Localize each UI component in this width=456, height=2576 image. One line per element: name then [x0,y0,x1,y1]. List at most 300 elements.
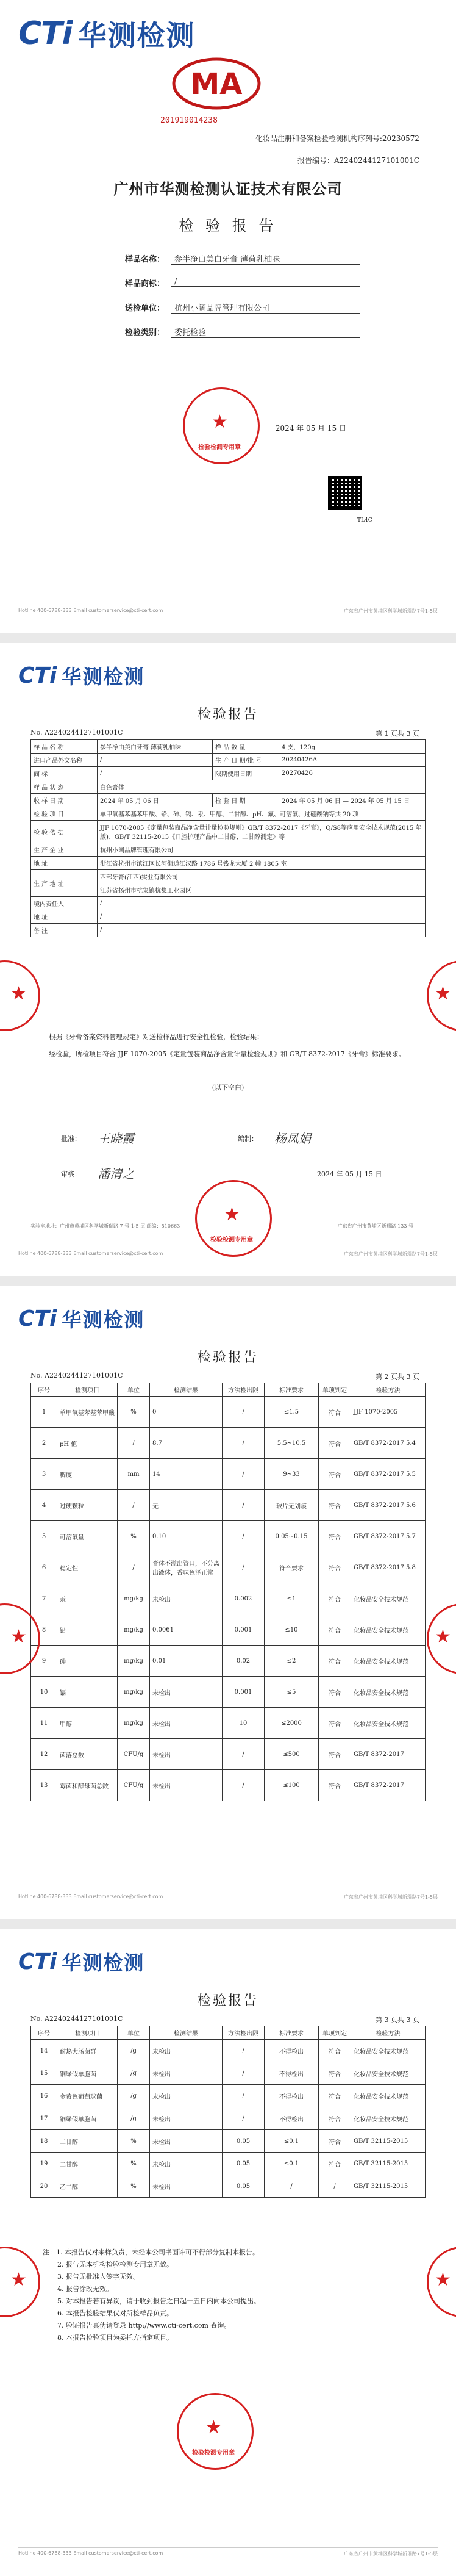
field-value: 委托检验 [171,326,360,338]
report-page-1 [0,643,456,1276]
official-seal [195,1180,272,1257]
table-row [31,2107,426,2130]
table-cell: 0.05 [223,2130,265,2153]
results-table [30,2026,426,2198]
table-cell: 4 支，120g [279,740,426,754]
cma-mark-icon [171,56,262,111]
reviewer-signature: 潘清之 [98,1167,134,1181]
conclusion-intro: 根据《牙膏备案资料管理规定》对送检样品进行安全性检验，检验结果： [49,1033,263,1041]
seal-star-icon: ★ [205,2417,222,2438]
table-cell: /g [118,2085,150,2107]
table-cell: 浙江省杭州市滨江区长河街道江汉路 1786 号钱龙大厦 2 幢 1805 室 [98,857,426,870]
approver-signature: 王晓霞 [98,1131,134,1146]
table-row [31,857,426,870]
table-cell: 0.02 [223,1646,265,1677]
field-label: 送检单位： [124,304,165,313]
table-row [31,780,426,794]
table-row [31,1677,426,1708]
cti-logo [18,13,195,54]
seal-star-icon: ★ [10,2269,27,2290]
table-cell: 杭州小阔品牌管理有限公司 [98,843,426,857]
seal-star-icon: ★ [435,983,451,1004]
table-cell: / [98,897,426,910]
table-row [31,1646,426,1677]
table-cell: 符合 [319,2153,351,2175]
seal-star-icon: ★ [10,983,27,1004]
page-title: 检验报告 [197,707,258,722]
table-cell: GB/T 8372-2017 5.6 [351,1490,426,1521]
table-cell: GB/T 8372-2017 [351,1770,426,1801]
table-cell: 符合要求 [265,1552,319,1583]
table-cell: / [98,910,426,924]
cover-field-category [98,326,360,343]
cti-logo [18,661,144,689]
table-row [31,1583,426,1614]
table-cell: 乙二醇 [57,2175,118,2198]
table-cell: 生 产 地 址 [31,870,98,897]
footer-address: 广东省广州市黄埔区科学城新瑞路7号1-5层 [343,1894,438,1900]
table-cell: /g [118,2040,150,2062]
table-cell: 耐热大肠菌群 [57,2040,118,2062]
table-cell: / [223,1397,265,1428]
seal-star-icon: ★ [435,2269,451,2290]
table-header-cell: 单位 [118,1383,150,1397]
field-value: / [171,277,360,287]
table-row [31,1770,426,1801]
table-cell: 检 验 日 期 [213,794,279,807]
table-row [31,2085,426,2107]
table-cell: 符合 [319,1583,351,1614]
table-cell: 9 [31,1646,57,1677]
page-info: 第 2 页共 3 页 [376,1373,419,1381]
page-footer [18,605,438,622]
table-cell: 16 [31,2085,57,2107]
cma-number: 201919014238 [160,116,218,125]
table-row [31,1397,426,1428]
footer-address: 广东省广州市黄埔区科学城新瑞路7号1-5层 [343,2551,438,2556]
lab-address-right: 广东省广州市黄埔区新瑞路 133 号 [337,1223,413,1229]
report-number-label: 报告编号： [297,156,334,165]
table-cell: 0.05~0.15 [265,1521,319,1552]
table-cell: 0.05 [223,2175,265,2198]
table-cell: 13 [31,1770,57,1801]
table-cell: mg/kg [118,1677,150,1708]
table-cell: ≤10 [265,1614,319,1646]
note-line: 2. 报告无本机构检验检测专用章无效。 [57,2261,173,2268]
table-row [31,1708,426,1739]
table-cell: 9~33 [265,1459,319,1490]
page-edge-seal [0,960,40,1031]
cti-logo-cn: 华测检测 [62,1951,145,1974]
table-row [31,1459,426,1490]
cover-field-sample-name [98,253,360,270]
cti-logo-text: CTi [18,663,57,688]
report-number [297,155,419,165]
note-line: 7. 验证报告真伪请登录 http://www.cti-cert.com 查询。 [57,2322,231,2330]
table-cell: 境内责任人 [31,897,98,910]
cma-text: MA [190,67,243,101]
table-cell: GB/T 8372-2017 5.4 [351,1428,426,1459]
table-cell: 检 验 项 目 [31,807,98,821]
table-cell: 0.001 [223,1677,265,1708]
table-cell: 化妆品安全技术规范 [351,2062,426,2085]
table-row [31,1490,426,1521]
page-footer [18,1891,438,1909]
report-number: No. A2240244127101001C [30,2015,123,2023]
footer-hotline: Hotline 400-6788-333 Email customerservice@cti-cert.com [18,1894,163,1899]
seal-text: 检验检测专用章 [198,444,241,451]
table-cell: 18 [31,2130,57,2153]
table-cell: 20270426 [279,767,426,780]
table-cell: 镉 [57,1677,118,1708]
seal-star-icon: ★ [224,1204,240,1225]
table-cell: 未检出 [150,2107,223,2130]
table-cell: / [223,1521,265,1552]
table-cell: 未检出 [150,1739,223,1770]
table-cell: 符合 [319,2107,351,2130]
table-cell: / [319,2175,351,2198]
table-cell: GB/T 8372-2017 5.7 [351,1521,426,1552]
table-cell: / [118,1428,150,1459]
footer-hotline: Hotline 400-6788-333 Email customerservice@cti-cert.com [18,608,163,613]
table-row [31,740,426,754]
table-cell: 无 [150,1490,223,1521]
table-cell: 未检出 [150,2175,223,2198]
table-cell: 14 [31,2040,57,2062]
table-cell: ≤1.5 [265,1397,319,1428]
footer-address: 广东省广州市黄埔区科学城新瑞路7号1-5层 [343,608,438,614]
table-cell: 符合 [319,1521,351,1552]
table-cell: 未检出 [150,2085,223,2107]
field-label: 检验类别： [124,328,165,337]
table-cell: / [223,2107,265,2130]
report-page-2 [0,1286,456,1919]
table-header-cell: 检测结果 [150,1383,223,1397]
table-cell: 不得检出 [265,2040,319,2062]
page-edge-seal [0,2247,40,2317]
table-cell: 可溶氟量 [57,1521,118,1552]
table-cell: ≤1 [265,1583,319,1614]
table-cell: 未检出 [150,2062,223,2085]
author-label: 编制： [238,1135,258,1143]
results-table [30,1383,426,1801]
table-cell: 符合 [319,1552,351,1583]
table-cell: 化妆品安全技术规范 [351,1708,426,1739]
table-cell: 江苏省扬州市杭集镇杭集工业园区 [98,883,426,897]
cma-line: 化妆品注册和备案检验检测机构序列号:20230572 [255,134,419,143]
table-cell: 12 [31,1739,57,1770]
table-cell: 未检出 [150,2040,223,2062]
field-label: 样品名称： [124,255,165,264]
table-row [31,2153,426,2175]
table-header-cell: 方法检出限 [223,1383,265,1397]
seal-star-icon: ★ [435,1626,451,1647]
table-cell: 符合 [319,1490,351,1521]
table-cell: 检 验 依 据 [31,821,98,843]
cover-field-trademark [98,277,360,294]
table-header-cell: 检测项目 [57,1383,118,1397]
table-row [31,767,426,780]
table-cell: 符合 [319,1614,351,1646]
table-cell: / [223,2085,265,2107]
table-cell: 地 址 [31,910,98,924]
table-cell: ≤0.1 [265,2130,319,2153]
table-cell: 备 注 [31,924,98,937]
note-line: 4. 报告涂改无效。 [57,2285,113,2293]
table-cell: 20 [31,2175,57,2198]
table-cell: 2 [31,1428,57,1459]
table-cell: % [118,2175,150,2198]
table-row [31,910,426,924]
table-row [31,1428,426,1459]
table-cell: % [118,2153,150,2175]
note-line: 3. 报告无批准人签字无效。 [57,2273,140,2281]
note-line: 5. 对本报告若有异议，请于收到报告之日起十五日内向本公司提出。 [57,2297,260,2305]
table-header-row [31,1383,426,1397]
table-header-cell: 检验方法 [351,2026,426,2040]
table-cell: 铜绿假单胞菌 [57,2107,118,2130]
table-cell: 1 [31,1397,57,1428]
table-cell: mg/kg [118,1646,150,1677]
footer-hotline: Hotline 400-6788-333 Email customerservice@cti-cert.com [18,2550,163,2556]
table-cell: 19 [31,2153,57,2175]
table-cell: % [118,1521,150,1552]
table-row [31,924,426,937]
table-row [31,1521,426,1552]
page-edge-seal [427,960,456,1031]
cti-logo-text: CTi [18,15,73,52]
table-cell: GB/T 32115-2015 [351,2130,426,2153]
table-cell: /g [118,2062,150,2085]
field-value: 参半净由美白牙膏 薄荷乳柚味 [171,253,360,265]
table-cell: 0.05 [223,2153,265,2175]
table-cell: 不得检出 [265,2107,319,2130]
table-row [31,897,426,910]
author-signature: 杨凤娟 [274,1131,311,1146]
page-info: 第 3 页共 3 页 [376,2016,419,2024]
table-cell: 甲醇 [57,1708,118,1739]
table-header-cell: 方法检出限 [223,2026,265,2040]
table-cell: / [223,2040,265,2062]
table-row [31,807,426,821]
table-cell: 未检出 [150,2153,223,2175]
qr-code-icon [328,476,362,510]
note-line: 注：1. 本报告仅对来样负责，未经本公司书面许可不得部分复制本报告。 [43,2248,259,2256]
table-cell: 符合 [319,2085,351,2107]
report-number: No. A2240244127101001C [30,1372,123,1380]
table-cell: / [223,1739,265,1770]
table-cell: 稳定性 [57,1552,118,1583]
table-cell: 收 样 日 期 [31,794,98,807]
cti-logo [18,1948,144,1976]
table-cell: 14 [150,1459,223,1490]
table-cell: / [98,924,426,937]
table-cell: 符合 [319,1428,351,1459]
table-cell: 生 产 企 业 [31,843,98,857]
table-cell: 化妆品安全技术规范 [351,1677,426,1708]
cti-logo-cn: 华测检测 [78,19,196,52]
cti-logo-cn: 华测检测 [62,1308,145,1331]
table-cell: 未检出 [150,1770,223,1801]
table-cell: 11 [31,1708,57,1739]
table-cell: 过硬颗粒 [57,1490,118,1521]
table-cell: 4 [31,1490,57,1521]
table-cell: 不得检出 [265,2062,319,2085]
table-cell: 西部牙膏(江西)实业有限公司 [98,870,426,883]
table-cell: 符合 [319,1770,351,1801]
report-number-value: A2240244127101001C [333,156,419,165]
table-cell: 霉菌和酵母菌总数 [57,1770,118,1801]
report-cover-page [0,0,456,633]
table-cell: 二甘醇 [57,2130,118,2153]
table-cell: % [118,2130,150,2153]
report-title: 检 验 报 告 [179,217,277,234]
table-cell: % [118,1397,150,1428]
table-cell: 10 [223,1708,265,1739]
table-cell: 未检出 [150,1677,223,1708]
table-row [31,754,426,767]
table-cell: 6 [31,1552,57,1583]
approver-label: 批准： [61,1135,81,1143]
blank-below-marker: (以下空白) [212,1084,244,1092]
table-cell: ≤500 [265,1739,319,1770]
table-cell: 0.002 [223,1583,265,1614]
field-value: 杭州小阔品牌管理有限公司 [171,301,360,314]
table-row [31,2175,426,2198]
field-label: 样品商标： [124,279,165,289]
table-cell: 限期使用日期 [213,767,279,780]
table-cell: mm [118,1459,150,1490]
page-title: 检验报告 [197,1993,258,2009]
table-cell: 单甲氧基苯基苯甲酸、铅、砷、镉、汞、甲醇、二甘醇、pH、氟、可溶氟、过硼酸钠等共 20 项 [98,807,426,821]
conclusion-text: 经检验，所检项目符合 JJF 1070-2005《定量包装商品净含量计量检验规则》和 GB/T 8372-2017《牙膏》标准要求。 [49,1050,405,1058]
table-cell: 样 品 名 称 [31,740,98,754]
table-cell: / [223,1428,265,1459]
table-header-cell: 检验方法 [351,1383,426,1397]
note-line: 6. 本报告检验结果仅对所检样品负责。 [57,2309,173,2317]
cti-logo-text: CTi [18,1949,57,1974]
table-cell: 0 [150,1397,223,1428]
table-cell: / [223,1490,265,1521]
table-row [31,794,426,807]
table-cell: 15 [31,2062,57,2085]
table-row [31,821,426,843]
table-cell: 2024 年 05 月 06 日 — 2024 年 05 月 15 日 [279,794,426,807]
table-cell: / [118,1552,150,1583]
organization-title: 广州市华测检测认证技术有限公司 [113,181,343,198]
table-cell: 化妆品安全技术规范 [351,1583,426,1614]
table-row [31,2130,426,2153]
table-row [31,2062,426,2085]
table-cell: 化妆品安全技术规范 [351,2085,426,2107]
table-cell: 2024 年 05 月 06 日 [98,794,213,807]
table-cell: 稠度 [57,1459,118,1490]
table-cell: 7 [31,1583,57,1614]
table-cell: 菌落总数 [57,1739,118,1770]
table-header-cell: 序号 [31,1383,57,1397]
seal-text: 检验检测专用章 [192,2450,235,2456]
table-row [31,1614,426,1646]
table-cell: 符合 [319,1397,351,1428]
table-cell: 8 [31,1614,57,1646]
table-cell: 白色膏体 [98,780,426,794]
table-cell: mg/kg [118,1583,150,1614]
table-header-cell: 标准要求 [265,2026,319,2040]
table-cell: 汞 [57,1583,118,1614]
table-cell: 样 品 状 态 [31,780,98,794]
table-row [31,870,426,883]
table-cell: 20240426A [279,754,426,767]
table-cell: 0.0061 [150,1614,223,1646]
table-cell: mg/kg [118,1708,150,1739]
table-cell: 化妆品安全技术规范 [351,2040,426,2062]
table-cell: / [223,2062,265,2085]
table-header-cell: 标准要求 [265,1383,319,1397]
table-cell: 化妆品安全技术规范 [351,1646,426,1677]
page-edge-seal [427,2247,456,2317]
table-cell: 二甘醇 [57,2153,118,2175]
table-cell: 符合 [319,1739,351,1770]
table-cell: 符合 [319,1459,351,1490]
table-cell: JJF 1070-2005《定量包装商品净含量计量检验规则》GB/T 8372-2017《牙膏》，Q/S8等应用安全技术规范(2015 年版)、GB/T 32115-2015《口腔护理产品中二甘醇、二甘醇测定》等 [98,821,426,843]
cover-date: 2024 年 05 月 15 日 [275,424,346,433]
table-cell: 符合 [319,2040,351,2062]
table-cell: 金黄色葡萄球菌 [57,2085,118,2107]
table-cell: 砷 [57,1646,118,1677]
table-cell: 0.001 [223,1614,265,1646]
table-cell: 不得检出 [265,2085,319,2107]
table-cell: 化妆品安全技术规范 [351,2107,426,2130]
table-cell: ≤2 [265,1646,319,1677]
sign-date: 2024 年 05 月 15 日 [317,1170,382,1178]
table-cell: ≤2000 [265,1708,319,1739]
table-cell: ≤0.1 [265,2153,319,2175]
table-cell: GB/T 32115-2015 [351,2153,426,2175]
table-header-cell: 检测结果 [150,2026,223,2040]
table-header-cell: 单项判定 [319,2026,351,2040]
page-info: 第 1 页共 3 页 [376,730,419,738]
table-cell: / [118,1490,150,1521]
table-cell: pH 值 [57,1428,118,1459]
table-cell: / [223,1552,265,1583]
page-footer [18,2547,438,2565]
page-title: 检验报告 [197,1350,258,1365]
seal-star-icon: ★ [212,411,228,433]
table-cell: 单甲氧基苯基苯甲酸 [57,1397,118,1428]
table-cell: / [223,1459,265,1490]
table-cell: /g [118,2107,150,2130]
table-cell: 3 [31,1459,57,1490]
table-cell: 5.5~10.5 [265,1428,319,1459]
table-cell: 符合 [319,1677,351,1708]
table-cell: 未检出 [150,2130,223,2153]
table-cell: ≤5 [265,1677,319,1708]
table-cell: 符合 [319,1708,351,1739]
table-cell: mg/kg [118,1614,150,1646]
table-cell: CFU/g [118,1770,150,1801]
report-notes [43,2247,421,2344]
table-header-cell: 检测项目 [57,2026,118,2040]
table-cell: 铜绿假单胞菌 [57,2062,118,2085]
seal-star-icon: ★ [10,1626,27,1647]
cti-logo-cn: 华测检测 [62,665,145,688]
table-cell: 未检出 [150,1583,223,1614]
note-line: 8. 本报告检验项目为委托方指定项目。 [57,2334,173,2342]
table-cell: GB/T 8372-2017 [351,1739,426,1770]
cti-logo [18,1304,144,1333]
table-cell: GB/T 32115-2015 [351,2175,426,2198]
table-row [31,1552,426,1583]
